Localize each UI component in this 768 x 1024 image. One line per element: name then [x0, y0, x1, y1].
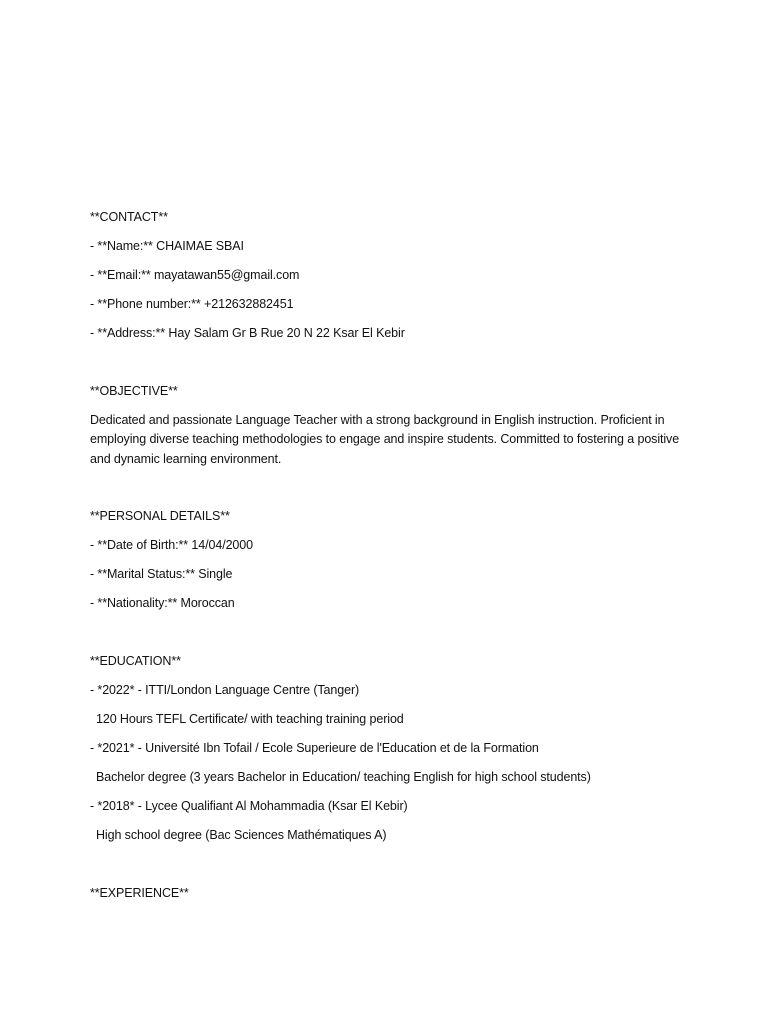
date-of-birth: - **Date of Birth:** 14/04/2000: [90, 537, 253, 552]
education-heading: **EDUCATION**: [90, 653, 181, 668]
personal-details-section: [90, 507, 700, 623]
objective-heading: **OBJECTIVE**: [90, 384, 178, 398]
contact-section: [90, 208, 700, 353]
education-item-detail: 120 Hours TEFL Certificate/ with teaching training period: [96, 711, 404, 726]
personal-details-heading: **PERSONAL DETAILS**: [90, 508, 230, 523]
education-item-detail: Bachelor degree (3 years Bachelor in Education/ teaching English for high school students): [96, 769, 591, 784]
section-spacer: [90, 353, 700, 382]
objective-text: Dedicated and passionate Language Teacher with a strong background in English instruction. Proficient in employing diverse teaching methodologies to engage and inspire students. Committed to fostering a positive and dynamic learning environment.: [90, 413, 680, 466]
experience-section: [90, 884, 700, 913]
experience-heading: **EXPERIENCE**: [90, 885, 189, 900]
education-item-detail: High school degree (Bac Sciences Mathématiques A): [96, 827, 387, 842]
contact-phone: - **Phone number:** +212632882451: [90, 297, 294, 311]
education-item-title: - *2021* - Université Ibn Tofail / Ecole Superieure de l'Education et de la Formation: [90, 740, 539, 755]
section-spacer: [90, 623, 700, 652]
contact-heading: **CONTACT**: [90, 210, 168, 224]
section-spacer: [90, 478, 700, 507]
education-section: [90, 652, 700, 855]
section-spacer: [90, 855, 700, 884]
education-item-title: - *2018* - Lycee Qualifiant Al Mohammadia (Ksar El Kebir): [90, 798, 408, 813]
education-item-title: - *2022* - ITTI/London Language Centre (Tanger): [90, 682, 360, 697]
nationality: - **Nationality:** Moroccan: [90, 595, 235, 610]
marital-status: - **Marital Status:** Single: [90, 566, 233, 581]
objective-section: [90, 382, 700, 469]
contact-address: - **Address:** Hay Salam Gr B Rue 20 N 22 Ksar El Kebir: [90, 326, 405, 340]
contact-name: - **Name:** CHAIMAE SBAI: [90, 239, 244, 253]
contact-email: - **Email:** mayatawan55@gmail.com: [90, 268, 300, 282]
resume-page: [90, 208, 700, 913]
